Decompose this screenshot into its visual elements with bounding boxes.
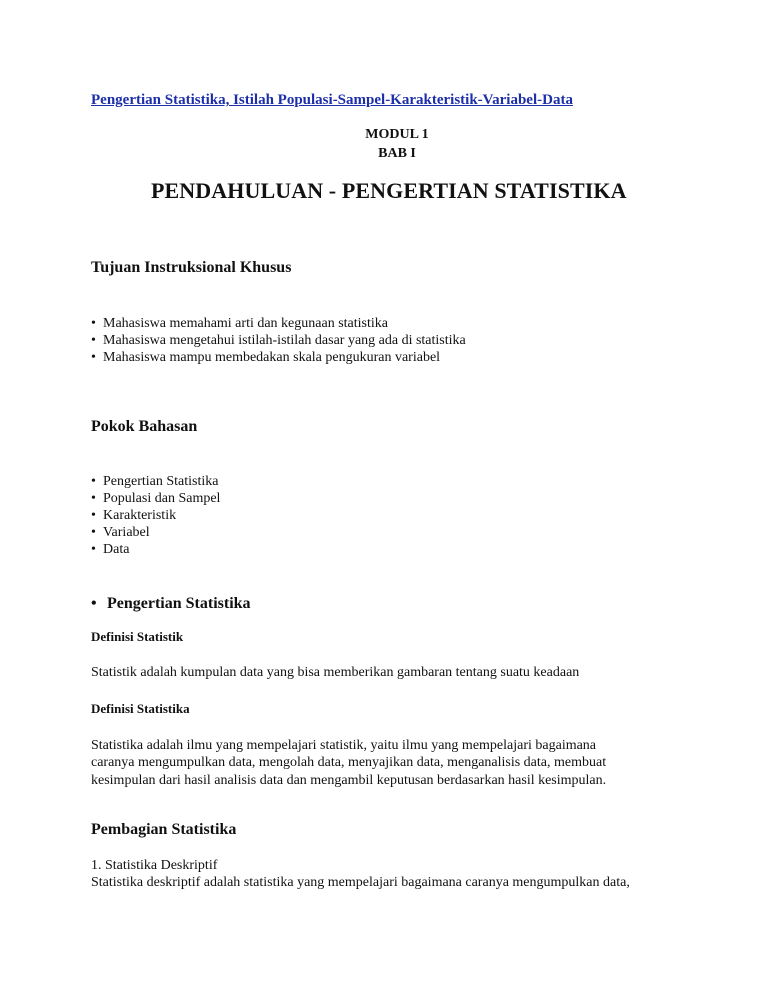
def-statistika-text: Statistika adalah ilmu yang mempelajari statistik, yaitu ilmu yang mempelajari bagaimana caranya mengumpulkan data, mengolah data, menyajikan data, menganalisis data, membuat kesimpulan dari hasil analisis data dan mengambil keputusan berdasarkan hasil kesimpulan. [91,738,607,788]
bullet-icon: • [91,474,96,489]
module-label: MODUL 1 [365,127,429,142]
bullet-icon: • [91,508,96,523]
tujuan-list [91,315,466,366]
list-item: • Karakteristik [91,508,177,523]
bullet-icon: • [91,491,96,506]
page-title: PENDAHULUAN - PENGERTIAN STATISTIKA [151,178,627,203]
pembagian-heading: Pembagian Statistika [91,821,237,838]
pokok-list [91,473,220,558]
pengertian-heading: • Pengertian Statistika [91,595,251,612]
list-item: • Pengertian Statistika [91,474,219,489]
bullet-icon: • [91,333,96,348]
list-item: • Populasi dan Sampel [91,491,221,506]
bullet-icon: • [91,595,97,612]
list-item: • Mahasiswa mengetahui istilah-istilah dasar yang ada di statistika [91,333,466,348]
def-statistika-heading: Definisi Statistika [91,701,190,716]
list-item: • Mahasiswa memahami arti dan kegunaan statistika [91,316,388,331]
list-item: • Mahasiswa mampu membedakan skala pengukuran variabel [91,350,441,365]
bullet-icon: • [91,316,96,331]
def-statistik-heading: Definisi Statistik [91,629,184,644]
list-item: • Variabel [91,525,150,540]
bullet-icon: • [91,542,96,557]
item-title: 1. Statistika Deskriptif [91,858,218,873]
bullet-icon: • [91,525,96,540]
pokok-heading: Pokok Bahasan [91,418,198,435]
bullet-icon: • [91,350,96,365]
chapter-label: BAB I [378,146,416,161]
article-title-link[interactable]: Pengertian Statistika, Istilah Populasi-Sampel-Karakteristik-Variabel-Data [91,92,573,108]
def-statistik-text: Statistik adalah kumpulan data yang bisa memberikan gambaran tentang suatu keadaan [91,665,580,680]
list-item: • Data [91,542,130,557]
item-text: Statistika deskriptif adalah statistika yang mempelajari bagaimana caranya mengumpulkan data, [91,875,630,891]
tujuan-heading: Tujuan Instruksional Khusus [91,259,292,276]
pembagian-item-1 [91,857,630,892]
